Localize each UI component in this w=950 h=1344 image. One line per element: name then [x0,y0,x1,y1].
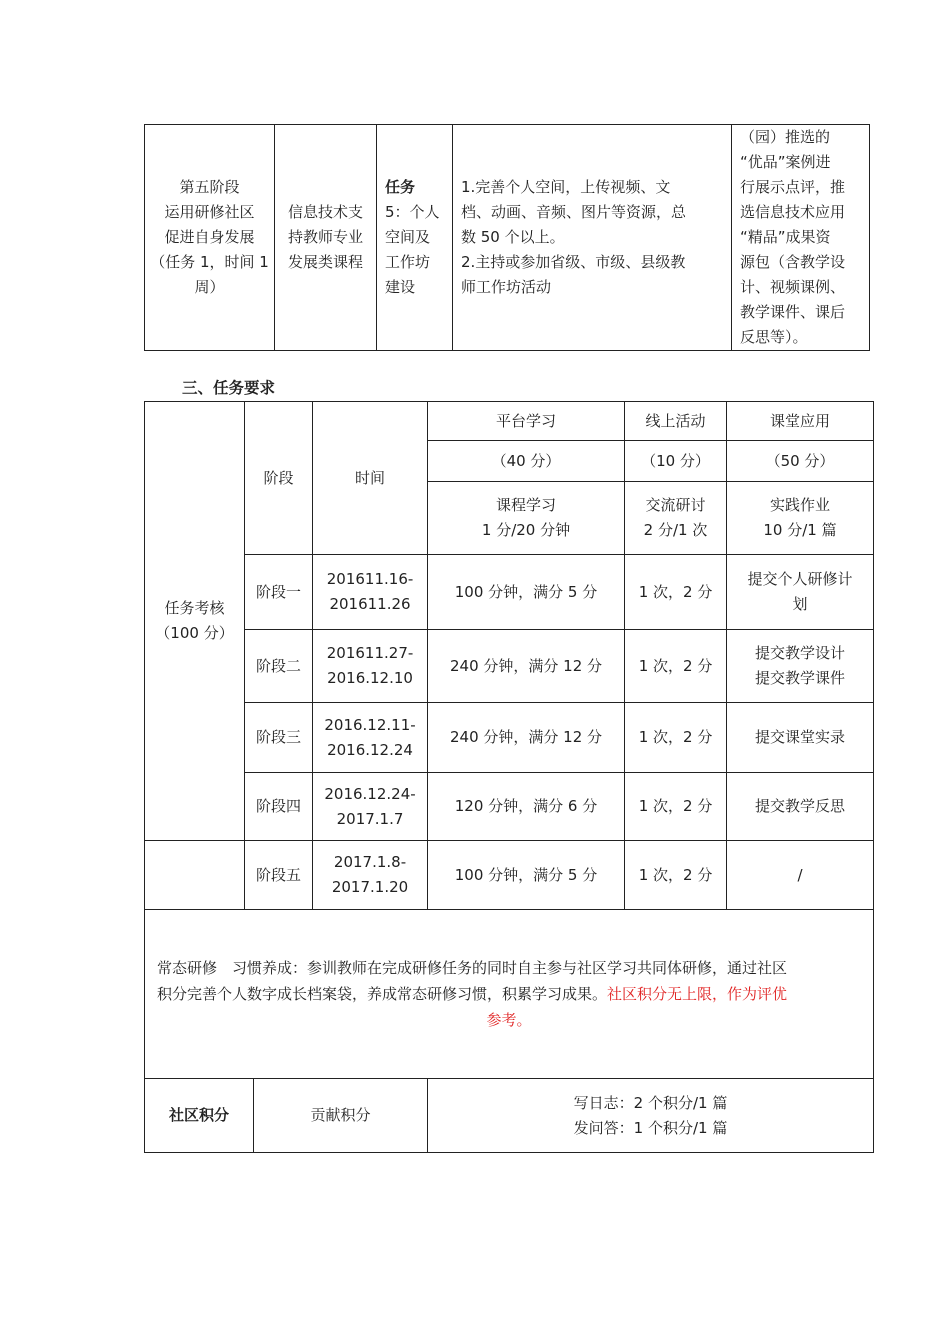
row-classroom [727,555,874,630]
classroom-line: 提交教学设计 [755,644,846,662]
sub-line: 交流研讨 [645,496,706,514]
course-line: 持教师专业 [287,228,363,246]
time-line: 2016.12.24 [327,740,413,759]
task-line: 5：个人 [385,203,440,221]
time-line: 2016.12.11- [324,715,416,734]
row-online: 1 次，2 分 [625,555,727,630]
row-platform: 100 分钟，满分 5 分 [428,555,625,630]
time-line: 2016.12.10 [327,669,413,687]
row-stage: 阶段三 [245,703,313,773]
classroom-line: 提交个人研修计 [747,570,853,588]
stage-cell [145,125,275,351]
result-line: 选信息技术应用 [740,203,846,221]
row-online: 1 次，2 分 [625,841,727,910]
course-cell [275,125,377,351]
header-row [145,402,874,441]
sub-classroom [727,482,874,555]
row-classroom [727,841,874,910]
course-line: 信息技术支 [287,203,363,221]
note-text: 积分完善个人数字成长档案袋，养成常态研修习惯，积累学习成果。 [157,985,608,1003]
sub-line: 实践作业 [770,496,831,514]
row-stage: 阶段四 [245,773,313,841]
row-online: 1 次，2 分 [625,703,727,773]
row-classroom [727,773,874,841]
section-heading: 三、任务要求 [182,379,276,397]
time-line: 201611.27- [326,644,414,662]
row-platform: 240 分钟，满分 12 分 [428,703,625,773]
note-row [145,910,874,1079]
content-line: 档、动画、音频、图片等资源，总 [461,203,687,221]
time-line: 2017.1.7 [336,809,404,828]
note-highlight-tail: 参考。 [486,1011,532,1029]
classroom-line: 提交教学课件 [755,669,846,687]
row-classroom [727,703,874,773]
stage-five-row [145,125,870,351]
note-line [157,981,861,1007]
row-time [313,630,428,703]
row-stage: 阶段五 [245,841,313,910]
score-platform: （40 分） [428,441,625,482]
row-stage: 阶段二 [245,630,313,703]
content-line: 数 50 个以上。 [461,228,565,246]
row-platform: 240 分钟，满分 12 分 [428,630,625,703]
classroom-line: / [797,865,803,884]
task-line: 空间及 [385,228,431,246]
table-row [145,555,874,630]
row-time [313,703,428,773]
result-line: “优品”案例进 [740,153,831,171]
row-classroom [727,630,874,703]
stage-line: 第五阶段 [179,178,240,196]
content-line: 2.主持或参加省级、市级、县级教 [461,253,686,271]
result-line: “精品”成果资 [740,228,831,246]
sub-line: 课程学习 [496,496,557,514]
table-row [145,703,874,773]
community-row [145,1079,874,1153]
result-line: 反思等）。 [740,328,808,346]
row-time [313,555,428,630]
row-online: 1 次，2 分 [625,630,727,703]
result-cell [732,125,870,351]
result-line: 教学课件、课后 [740,303,846,321]
row-online: 1 次，2 分 [625,773,727,841]
task-line: 建设 [385,278,416,296]
sub-line: 2 分/1 次 [643,521,708,539]
sub-online [625,482,727,555]
task-label: 任务 [385,178,416,196]
sub-line: 10 分/1 篇 [763,521,837,539]
assess-continued [145,841,245,910]
stage-line: （任务 1，时间 1 [150,253,269,271]
score-classroom: （50 分） [727,441,874,482]
course-line: 发展类课程 [287,253,363,271]
task-line: 工作坊 [385,253,431,271]
col-time-header: 时间 [313,402,428,555]
sub-platform [428,482,625,555]
score-online: （10 分） [625,441,727,482]
assess-cell [145,402,245,841]
time-line: 201611.16- [326,570,414,588]
row-platform: 120 分钟，满分 6 分 [428,773,625,841]
time-line: 2016.12.24- [324,784,416,803]
content-cell [453,125,732,351]
col-stage-header: 阶段 [245,402,313,555]
stage-line: 促进自身发展 [164,228,255,246]
row-time [313,773,428,841]
header-classroom: 课堂应用 [727,402,874,441]
points-line: 写日志：2 个积分/1 篇 [573,1093,728,1112]
assess-line: 任务考核 [164,599,225,617]
row-time [313,841,428,910]
habit-note [145,910,874,1079]
time-line: 2017.1.20 [331,878,409,896]
requirements-table [144,401,874,1153]
stage-five-table [144,124,870,351]
classroom-line: 提交教学反思 [755,797,846,815]
assess-line: （100 分） [155,624,234,642]
table-row [145,841,874,910]
time-line: 2017.1.8- [333,853,407,871]
note-line: 常态研修 习惯养成：参训教师在完成研修任务的同时自主参与社区学习共同体研修，通过社区 [157,959,788,977]
header-online: 线上活动 [625,402,727,441]
note-highlight: 社区积分无上限，作为评优 [607,985,788,1003]
classroom-line: 划 [792,595,808,613]
content-line: 1.完善个人空间，上传视频、文 [461,178,671,196]
table-row [145,773,874,841]
task-cell [377,125,453,351]
table-row [145,630,874,703]
stage-line: 周） [194,278,225,296]
community-label: 社区积分 [145,1079,254,1153]
content-line: 师工作坊活动 [461,278,552,296]
result-line: 源包（含教学设 [740,253,846,271]
row-platform: 100 分钟，满分 5 分 [428,841,625,910]
result-line: 行展示点评，推 [740,178,846,196]
sub-line: 1 分/20 分钟 [481,521,571,539]
contribution-label: 贡献积分 [254,1079,428,1153]
row-stage: 阶段一 [245,555,313,630]
time-line: 201611.26 [329,595,411,613]
result-line: 计、视频课例、 [740,278,846,296]
header-platform: 平台学习 [428,402,625,441]
stage-line: 运用研修社区 [164,203,255,221]
points-cell [428,1079,874,1153]
result-line: （园）推选的 [740,128,831,146]
classroom-line: 提交课堂实录 [755,728,846,746]
points-line: 发问答：1 个积分/1 篇 [573,1118,728,1137]
